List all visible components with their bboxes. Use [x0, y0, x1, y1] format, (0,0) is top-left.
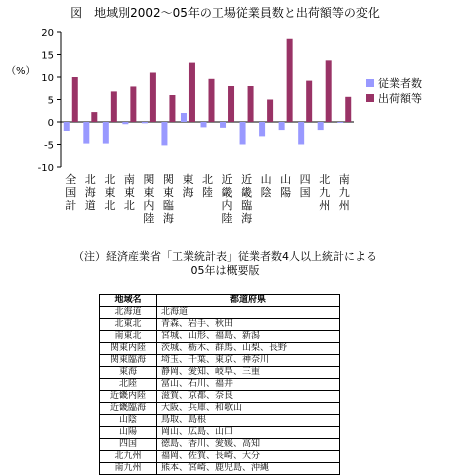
y-tick-label: 5: [47, 95, 54, 107]
prefectures-cell: 福岡、佐賀、長崎、大分: [157, 451, 340, 463]
bar-chart: [0, 22, 450, 247]
region-cell: 南東北: [100, 331, 157, 343]
region-cell: 近畿内陸: [100, 391, 157, 403]
prefectures-cell: 鳥取、島根: [157, 415, 340, 427]
region-cell: 北東北: [100, 319, 157, 331]
prefectures-cell: 宮城、山形、福島、新潟: [157, 331, 340, 343]
prefectures-cell: 岡山、広島、山口: [157, 427, 340, 439]
table-row: [100, 367, 340, 379]
category-label: 関東内陸: [143, 173, 155, 225]
bar-employees: [64, 122, 70, 131]
bar-shipments: [189, 63, 195, 122]
header-prefectures: 都道府県: [157, 295, 340, 307]
table-row: [100, 307, 340, 319]
table-header-row: [100, 295, 340, 307]
prefectures-cell: 富山、石川、福井: [157, 379, 340, 391]
table-row: [100, 355, 340, 367]
y-tick-label: 0: [47, 118, 54, 129]
region-cell: 山陰: [100, 415, 157, 427]
bar-shipments: [326, 60, 332, 122]
category-label: 北九州: [319, 173, 331, 212]
region-cell: 近畿臨海: [100, 403, 157, 415]
bar-shipments: [169, 95, 175, 122]
legend-swatch: [366, 79, 374, 87]
table-row: [100, 319, 340, 331]
prefectures-cell: 静岡、愛知、岐阜、三重: [157, 367, 340, 379]
category-label: 北海道: [84, 173, 96, 212]
category-label: 全国計: [65, 173, 77, 212]
region-cell: 四国: [100, 439, 157, 451]
bar-employees: [279, 122, 285, 130]
bar-employees: [318, 122, 324, 130]
table-row: [100, 415, 340, 427]
prefectures-cell: 大阪、兵庫、和歌山: [157, 403, 340, 415]
category-label: 南九州: [338, 173, 350, 212]
prefectures-cell: 埼玉、千葉、東京、神奈川: [157, 355, 340, 367]
table-row: [100, 403, 340, 415]
bar-employees: [103, 122, 109, 144]
region-cell: 関東臨海: [100, 355, 157, 367]
bar-shipments: [248, 86, 254, 122]
bar-shipments: [91, 112, 97, 122]
category-label: 北陸: [202, 173, 213, 199]
region-cell: 北陸: [100, 379, 157, 391]
region-cell: 関東内陸: [100, 343, 157, 355]
chart-legend: [366, 76, 422, 105]
table-row: [100, 379, 340, 391]
bar-shipments: [287, 39, 293, 122]
category-label: 東海: [182, 173, 194, 199]
bar-shipments: [306, 81, 312, 122]
bar-employees: [142, 122, 148, 123]
prefectures-cell: 茨城、栃木、群馬、山梨、長野: [157, 343, 340, 355]
bar-employees: [337, 122, 343, 123]
table-row: [100, 331, 340, 343]
region-cell: 北九州: [100, 451, 157, 463]
chart-bars: [64, 39, 351, 146]
y-axis-label: （%）: [6, 66, 36, 77]
bar-employees: [259, 122, 265, 136]
prefectures-cell: 滋賀、京都、奈良: [157, 391, 340, 403]
category-label: 四国: [299, 173, 311, 199]
table-row: [100, 439, 340, 451]
category-label: 近畿臨海: [241, 173, 253, 225]
legend-label: 従業者数: [378, 77, 422, 90]
category-label: 南東北: [123, 173, 135, 212]
bar-employees: [83, 122, 89, 144]
footnote-line-1: （注）経済産業省「工業統計表」従業者数4人以上統計による: [73, 250, 377, 263]
region-cell: 南九州: [100, 463, 157, 475]
bar-employees: [201, 122, 207, 127]
y-tick-label: 20: [41, 28, 54, 39]
bar-shipments: [267, 100, 273, 123]
prefectures-cell: 徳島、香川、愛媛、高知: [157, 439, 340, 451]
legend-swatch: [366, 94, 374, 102]
bar-shipments: [209, 79, 215, 122]
prefectures-cell: 青森、岩手、秋田: [157, 319, 340, 331]
region-table: [99, 294, 340, 475]
bar-shipments: [130, 86, 136, 122]
bar-employees: [298, 122, 304, 145]
table-row: [100, 451, 340, 463]
category-label: 関東臨海: [162, 173, 174, 225]
table-row: [100, 427, 340, 439]
bar-employees: [181, 113, 187, 122]
table-row: [100, 463, 340, 475]
bar-employees: [161, 122, 167, 145]
category-label: 山陰: [260, 173, 272, 199]
table-body: [100, 307, 340, 475]
footnote: [0, 250, 450, 278]
y-tick-label: -10: [37, 163, 54, 174]
region-cell: 北海道: [100, 307, 157, 319]
table-row: [100, 391, 340, 403]
bar-shipments: [228, 86, 234, 122]
bar-shipments: [150, 73, 156, 123]
bar-employees: [122, 122, 128, 124]
bar-employees: [240, 122, 246, 145]
category-label: 近畿内陸: [221, 173, 233, 225]
bar-shipments: [72, 77, 78, 122]
bar-employees: [220, 122, 226, 128]
region-cell: 東海: [100, 367, 157, 379]
category-label: 山陽: [280, 173, 292, 199]
category-labels: [65, 172, 349, 225]
prefectures-cell: 熊本、宮崎、鹿児島、沖縄: [157, 463, 340, 475]
y-tick-label: 10: [41, 73, 54, 84]
footnote-line-2: 05年は概要版: [190, 264, 260, 277]
bar-shipments: [345, 97, 351, 122]
region-cell: 山陽: [100, 427, 157, 439]
y-tick-label: 15: [41, 50, 54, 62]
chart-title: 図 地域別2002～05年の工場従業員数と出荷額等の変化: [70, 6, 380, 20]
table-row: [100, 343, 340, 355]
legend-label: 出荷額等: [378, 92, 422, 105]
y-tick-label: -5: [44, 140, 54, 152]
category-label: 北東北: [104, 173, 116, 212]
header-region: 地域名: [100, 295, 157, 307]
bar-shipments: [111, 91, 117, 122]
prefectures-cell: 北海道: [157, 307, 340, 319]
